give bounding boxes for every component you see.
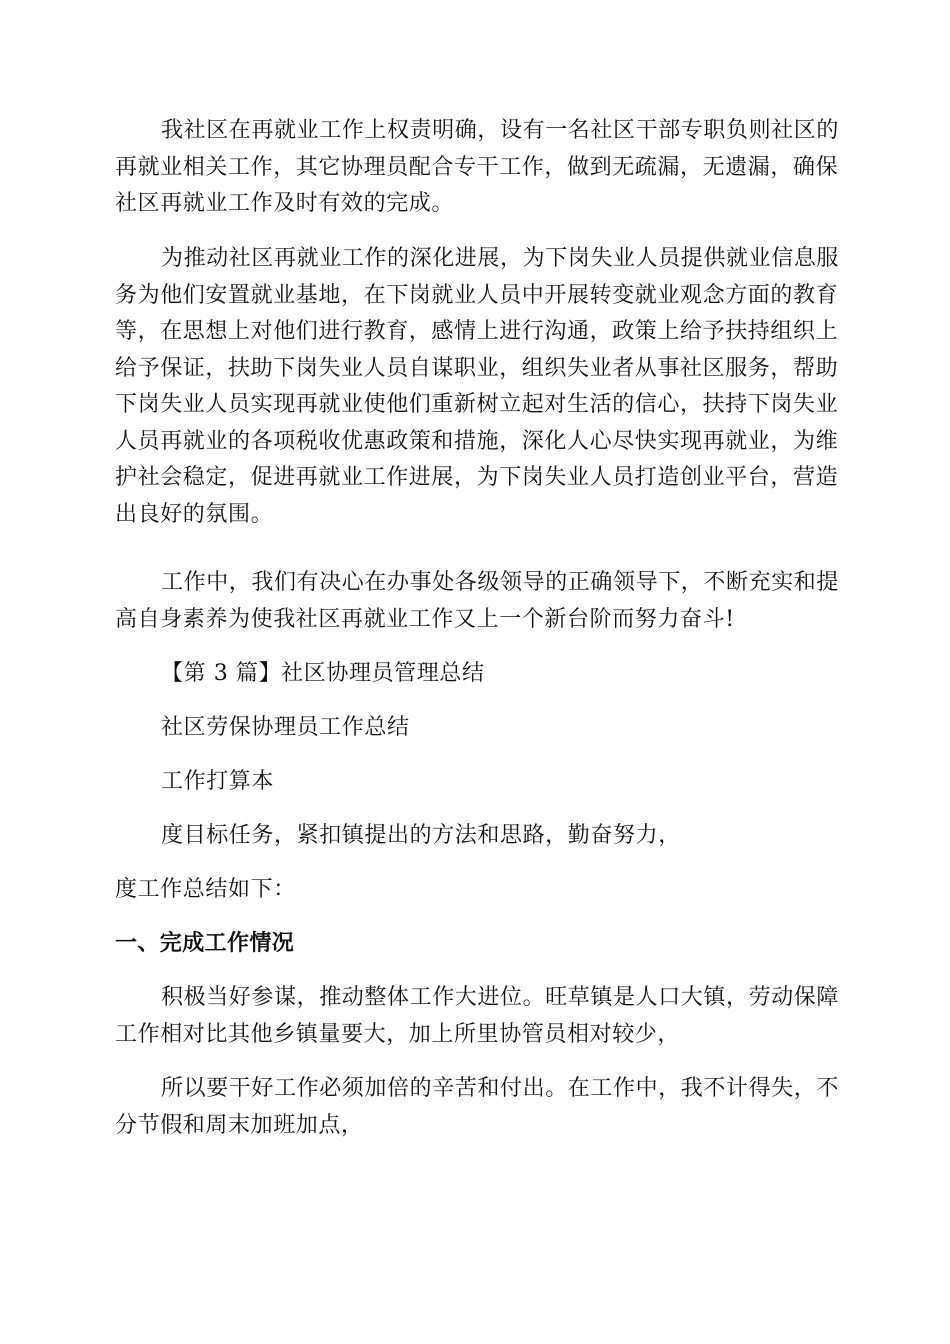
text-line: 所以要干好工作必须加倍的辛苦和付出。在工作中，我不计得失，不 [161,1076,840,1101]
text-line: 积极当好参谋，推动整体工作大进位。旺草镇是人口大镇，劳动保障 [161,985,840,1010]
paragraph-responsibility [115,113,840,223]
text-line: 工作中，我们有决心在办事处各级领导的正确领导下，不断充实和提 [161,570,840,595]
paragraph-promotion [115,241,840,533]
text-line: 务为他们安置就业基地，在下岗就业人员中开展转变就业观念方面的教育 [115,282,839,308]
section-heading [115,926,835,963]
text-line: 社区再就业工作及时有效的完成。 [115,191,455,216]
text-line: 高自身素养为使我社区再就业工作又上一个新台阶而努力奋斗! [115,606,735,632]
text-line: 度工作总结如下： [115,877,296,902]
paragraph-goals [115,818,835,855]
heading-text: 一、完成工作情况 [115,931,295,956]
paragraph-effort [115,1071,840,1144]
paragraph-advisor [115,980,840,1053]
text-line: 给予保证，扶助下岗失业人员自谋职业，组织失业者从事社区服务，帮助 [115,355,839,381]
text-line: 等，在思想上对他们进行教育，感情上进行沟通，政策上给予扶持组织上 [115,319,839,344]
subtitle-summary [115,710,835,747]
paragraph-summary-intro [115,872,835,909]
paragraph-plan [115,764,835,801]
text-line: 分节假和周末加班加点， [115,1112,364,1138]
text-line: 护社会稳定，促进再就业工作进展，为下岗失业人员打造创业平台，营造 [115,465,839,490]
text-line: 下岗失业人员实现再就业使他们重新树立起对生活的信心，扶持下岗失业 [115,392,839,417]
paragraph-determination [115,565,840,638]
text-line: 工作相对比其他乡镇量要大，加上所里协管员相对较少， [115,1021,681,1047]
text-line: 社区劳保协理员工作总结 [161,715,410,740]
text-line: 再就业相关工作，其它协理员配合专干工作，做到无疏漏，无遗漏，确保 [115,154,839,180]
text-line: 为推动社区再就业工作的深化进展，为下岗失业人员提供就业信息服 [161,246,840,271]
text-line: 工作打算本 [161,769,275,794]
text-line: 出良好的氛围。 [115,501,274,527]
text-line: 度目标任务，紧扣镇提出的方法和思路，勤奋努力， [161,823,681,848]
text-line: 【第 3 篇】社区协理员管理总结 [161,661,485,686]
section-title-part3 [115,656,835,693]
text-line: 我社区在再就业工作上权责明确，设有一名社区干部专职负则社区的 [161,118,840,143]
text-line: 人员再就业的各项税收优惠政策和措施，深化人心尽快实现再就业，为维 [115,428,839,454]
